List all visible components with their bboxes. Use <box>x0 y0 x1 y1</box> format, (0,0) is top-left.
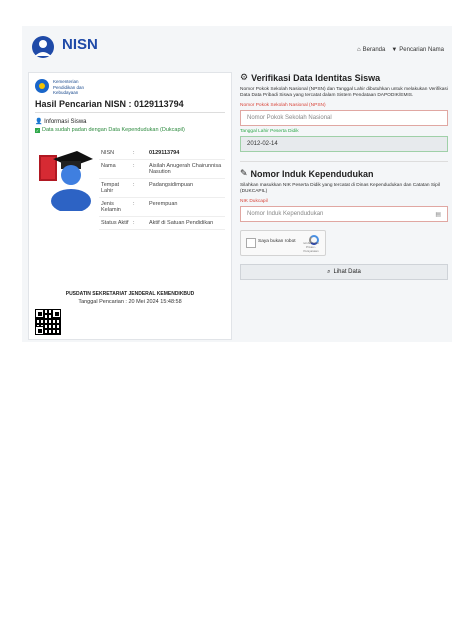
qr-finder <box>52 309 61 318</box>
table-row <box>99 160 225 179</box>
top-nav <box>357 47 444 53</box>
nik-desc: Silahkan masukkan NIK Peserta Didik yang tercatat di Dinas Kependudukan dan Catatan Sipil (DUKCAPIL) <box>240 183 440 194</box>
detail-sep: : <box>131 160 147 179</box>
birthdate-label: Tanggal Lahir Peserta Didik <box>240 129 299 134</box>
student-details <box>99 147 225 230</box>
table-row <box>99 179 225 198</box>
verification-desc: Nomor Pokok Sekolah Nasional (NPSN) dan Tanggal Lahir dibutuhkan untuk melakukan Verifikasi Data Data Pribadi Siswa yang tercatat dalam Sistem Pendataan DAPODIK/EMIS. <box>240 87 448 98</box>
detail-sep: : <box>131 179 147 198</box>
detail-key: NISN <box>99 147 131 160</box>
detail-key: Tempat Lahir <box>99 179 131 198</box>
button-label: Lihat Data <box>333 269 361 275</box>
nav-beranda[interactable] <box>357 47 385 53</box>
recaptcha-links[interactable]: Privasi - Persyaratan <box>303 245 319 253</box>
detail-key: Jenis Kelamin <box>99 198 131 217</box>
npsn-input[interactable]: Nomor Pokok Sekolah Nasional <box>240 110 448 126</box>
detail-value: Aktif di Satuan Pendidikan <box>147 217 225 230</box>
detail-value: Padangsidimpuan <box>147 179 225 198</box>
nav-label: Beranda <box>362 47 386 53</box>
qr-finder <box>35 309 44 318</box>
page-frame <box>22 26 452 342</box>
info-title <box>35 118 87 125</box>
nav-pencarian-nama[interactable] <box>391 47 444 53</box>
detail-sep: : <box>131 147 147 160</box>
table-row <box>99 147 225 160</box>
verified-status <box>35 127 185 133</box>
detail-key: Nama <box>99 160 131 179</box>
pusdatin-label: PUSDATIN SEKRETARIAT JENDERAL KEMENDIKBUD <box>65 291 195 297</box>
birthdate-input[interactable]: 2012-02-14 <box>240 136 448 152</box>
recaptcha-footer <box>300 241 322 253</box>
divider <box>35 112 225 113</box>
verified-status-label: Data sudah padan dengan Data Kependudukan (Dukcapil) <box>42 127 185 133</box>
nik-title-label: Nomor Induk Kependudukan <box>250 168 374 179</box>
recaptcha-widget <box>240 230 326 256</box>
info-title-label: Informasi Siswa <box>44 119 87 125</box>
divider <box>240 161 448 162</box>
edit-icon: ✎ <box>240 168 248 178</box>
qr-code <box>35 309 61 335</box>
user-icon: 👤 <box>35 119 43 125</box>
nik-placeholder: Nomor Induk Kependudukan <box>247 211 324 217</box>
verification-panel <box>240 72 448 338</box>
verification-title <box>240 72 448 83</box>
table-row <box>99 217 225 230</box>
home-icon: ⌂ <box>357 47 361 53</box>
nav-label: Pencarian Nama <box>399 47 444 53</box>
table-row <box>99 198 225 217</box>
gear-icon: ⚙ <box>240 72 249 82</box>
lihat-data-button[interactable] <box>240 264 448 280</box>
detail-key: Status Aktif <box>99 217 131 230</box>
recaptcha-checkbox[interactable] <box>246 238 256 248</box>
search-icon: ⌕ <box>327 268 331 275</box>
result-card <box>28 72 232 340</box>
nik-label: NIK Dukcapil <box>240 199 268 204</box>
kemendikbud-logo <box>35 79 49 93</box>
detail-value: Perempuan <box>147 198 225 217</box>
logo-text: NISN <box>62 36 98 53</box>
check-icon: ✓ <box>35 127 40 133</box>
nik-input[interactable] <box>240 206 448 222</box>
kementerian-label: Kementerian Pendidikan dan Kebudayaan <box>53 79 85 95</box>
kementerian-brand <box>35 79 93 96</box>
qr-finder <box>35 326 44 335</box>
detail-value: Aisilah Anugerah Chairunnisa Nasution <box>147 160 225 179</box>
student-avatar <box>37 145 97 211</box>
search-date: Tanggal Pencarian : 20 Mei 2024 15:48:58 <box>78 299 182 305</box>
nik-title <box>240 168 448 179</box>
verification-title-label: Verifikasi Data Identitas Siswa <box>251 72 381 83</box>
recaptcha-label: Saya bukan robot <box>258 239 296 244</box>
npsn-label: Nomor Pokok Sekolah Nasional (NPSN) <box>240 103 326 108</box>
detail-sep: : <box>131 198 147 217</box>
keyboard-icon: ▤ <box>435 211 441 218</box>
result-title: Hasil Pencarian NISN : 0129113794 <box>35 99 184 109</box>
detail-sep: : <box>131 217 147 230</box>
recaptcha-brand: reCAPTCHA <box>303 241 319 245</box>
filter-icon: ▼ <box>391 47 398 53</box>
detail-value: 0129113794 <box>147 147 225 160</box>
